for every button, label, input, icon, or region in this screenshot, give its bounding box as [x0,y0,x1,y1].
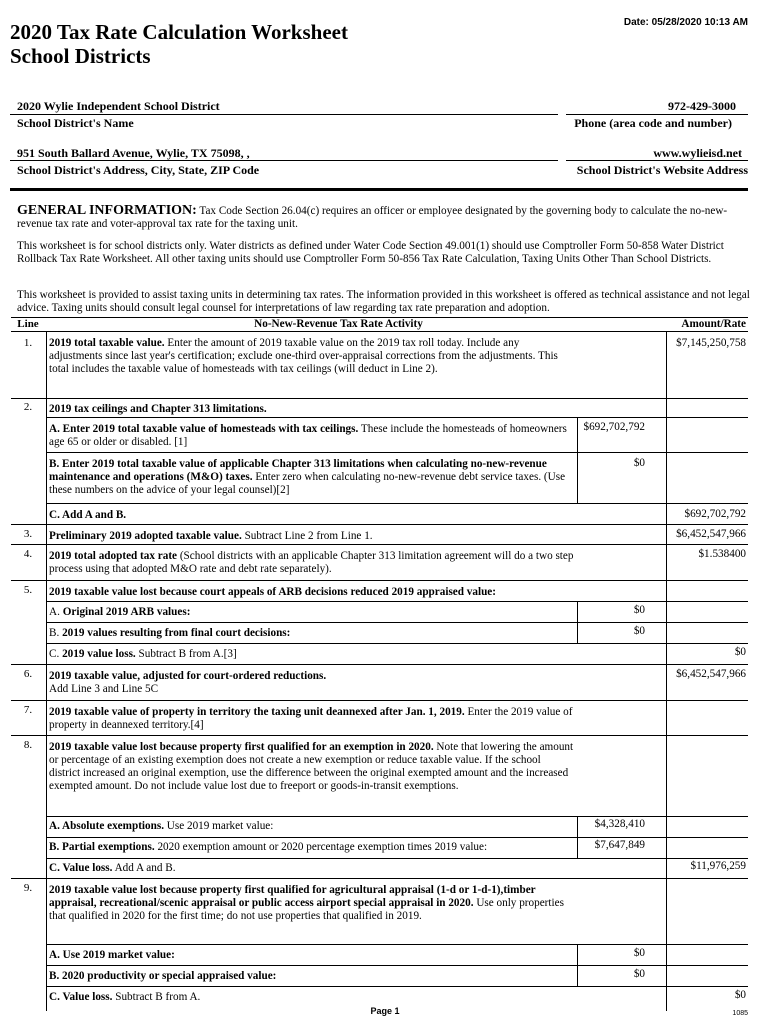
col-line-header: Line [17,318,39,330]
line-description: (School districts with an applicable Chapter 313 limitation agreement will do a two step process using that adopted M&O rate and debt rate separately). [49,550,574,575]
divider [10,160,558,161]
line-label: B. Enter 2019 total taxable value of applicable Chapter 313 limitations when calculating no-new-revenue maintenance and operations (M&O) taxes. [49,458,547,483]
line-2a-text [49,423,574,449]
line-3-amount: $6,452,547,966 [676,528,746,540]
page-title [10,20,348,68]
line-9-text [49,884,574,923]
line-number: 1. [23,337,33,349]
line-1-amount: $7,145,250,758 [676,337,746,349]
divider [11,580,748,581]
line-5-text [49,586,609,599]
divider [47,503,748,504]
line-label: B. Partial exemptions. [49,841,155,853]
line-9c-text [49,991,574,1004]
line-6-amount: $6,452,547,966 [676,668,746,680]
line-8-text [49,741,574,793]
line-number: 4. [23,548,33,560]
line-description: Use only properties that qualified in 2020 for the first time; do not use properties that qualified in 2019. [49,897,564,922]
line-label: 2019 taxable value of property in territory the taxing unit deannexed after Jan. 1, 2019. [49,706,465,718]
col-amount-header: Amount/Rate [681,318,746,330]
line-8c-text [49,862,574,875]
divider [11,331,748,332]
divider [11,878,748,879]
line-description: Subtract Line 2 from Line 1. [241,530,373,542]
line-6-text [49,670,574,696]
line-8a-text [49,820,574,833]
divider [47,452,748,453]
line-9b-amount: $0 [633,968,645,980]
line-number: 7. [23,704,33,716]
line-label: 2019 total adopted tax rate [49,550,178,562]
line-9c-amount: $0 [734,989,746,1001]
general-info-label: GENERAL INFORMATION: [17,203,197,218]
district-phone: 972-429-3000 [668,99,736,113]
general-info-paragraph-2: This worksheet is for school districts only. Water districts as defined under Water Code Section 49.001(1) should use Comptroller Form 50-858 Water District Rollback Tax Rate Worksheet. All other taxing units should use Comptroller Form 50-856 Tax Rate Calculation, Taxing Units Other Than School Districts. [17,240,724,265]
line-description: Enter zero when calculating no-new-revenue debt service taxes. (Use these numbers on the advice of your legal counsel)[2] [49,471,566,496]
district-address: 951 South Ballard Avenue, Wylie, TX 75098, , [17,146,250,160]
divider [577,944,578,986]
line-description: These include the homesteads of homeowners age 65 or older or disabled. [1] [49,423,567,448]
line-label: 2019 total taxable value. [49,337,165,349]
line-9a-amount: $0 [633,947,645,959]
title-line-2: School Districts [10,44,151,68]
line-description: Enter the 2019 value of property in deannexed territory.[4] [49,706,573,731]
line-label: 2019 taxable value lost because court appeals of ARB decisions reduced 2019 appraised value: [49,586,496,598]
line-5c-amount: $0 [734,646,746,658]
line-description: 2020 exemption amount or 2020 percentage exemption times 2019 value: [154,841,488,853]
divider [47,858,748,859]
divider [47,417,748,418]
line-9a-text [49,949,574,962]
divider [46,331,47,1011]
line-4-text [49,550,574,576]
divider [47,622,748,623]
district-phone-label: Phone (area code and number) [574,116,732,130]
line-label: 2019 taxable value, adjusted for court-ordered reductions. [49,670,327,682]
divider [47,986,748,987]
line-2c-amount: $692,702,792 [684,508,746,520]
district-website-label: School District's Website Address [576,163,748,177]
table-header [11,317,748,331]
line-number: 5. [23,584,33,596]
divider [47,837,748,838]
divider [10,114,558,115]
line-label: A. Absolute exemptions. [49,820,164,832]
line-label: A. Use 2019 market value: [49,949,175,961]
divider [666,331,667,1011]
district-name: 2020 Wylie Independent School District [17,99,220,113]
line-2c-text [49,509,574,522]
divider [47,601,748,602]
line-number: 9. [23,882,33,894]
divider [11,664,748,665]
title-line-1: 2020 Tax Rate Calculation Worksheet [10,20,348,44]
line-description: Add Line 3 and Line 5C [49,683,159,695]
divider [577,417,578,504]
line-label: A. Enter 2019 total taxable value of homesteads with tax ceilings. [49,423,359,435]
divider [11,735,748,736]
line-1-text [49,337,574,376]
line-description: Enter the amount of 2019 taxable value on the 2019 tax roll today. Include any adjustments since last year's certification; exclude one-third over-appraisal corrections from the adjustments. This total includes the taxable value of homesteads with tax ceilings (will deduct in Line 2). [49,337,558,375]
divider [566,160,748,161]
line-label: C. Value loss. [49,862,113,874]
district-website[interactable]: www.wylieisd.net [653,146,742,160]
divider [577,816,578,858]
divider [11,524,748,525]
line-8b-text [49,841,574,854]
line-label: C. Add A and B. [49,509,127,521]
section-divider [10,188,748,191]
line-2b-amount: $0 [633,457,645,469]
line-label: B. 2020 productivity or special appraised value: [49,970,277,982]
worksheet-table [11,317,748,1011]
divider [47,643,748,644]
divider [47,944,748,945]
divider [11,398,748,399]
line-7-text [49,706,574,732]
line-description: Subtract B from A. [112,991,201,1003]
line-label: Original 2019 ARB values: [62,606,191,618]
line-description: Use 2019 market value: [164,820,274,832]
line-description: Add A and B. [112,862,176,874]
line-label: C. Value loss. [49,991,113,1003]
line-number: 2. [23,401,33,413]
line-2b-text [49,458,574,497]
line-8a-amount: $4,328,410 [594,818,645,830]
line-5a-amount: $0 [633,604,645,616]
divider [566,114,748,115]
line-label: Preliminary 2019 adopted taxable value. [49,530,242,542]
line-8b-amount: $7,647,849 [594,839,645,851]
divider [47,816,748,817]
district-address-label: School District's Address, City, State, ZIP Code [17,163,260,177]
line-5c-text: C. 2019 value loss. Subtract B from A.[3] [49,648,237,660]
col-activity-header: No-New-Revenue Tax Rate Activity [254,318,423,330]
general-info-paragraph-3: This worksheet is provided to assist taxing units in determining tax rates. The information provided in this worksheet is offered as technical assistance and not legal advice. Taxing units should consult legal counsel for interpretations of law regarding tax rate preparation and adoption. [17,289,750,314]
line-9b-text [49,970,574,983]
divider [11,544,748,545]
line-label: 2019 value loss. [62,648,136,660]
line-number: 3. [23,528,33,540]
form-code: 1085 [732,1010,748,1017]
line-label: 2019 tax ceilings and Chapter 313 limitations. [49,403,267,415]
line-8c-amount: $11,976,259 [690,860,746,872]
divider [11,317,748,318]
line-4-amount: $1.538400 [698,548,746,560]
line-label: 2019 values resulting from final court decisions: [62,627,291,639]
page-number: Page 1 [370,1006,400,1016]
line-3-text [49,530,574,543]
divider [577,601,578,643]
district-name-label: School District's Name [17,116,134,130]
line-5b-text: B. 2019 values resulting from final court decisions: [49,627,291,639]
line-5b-amount: $0 [633,625,645,637]
divider [11,700,748,701]
line-5a-text: A. Original 2019 ARB values: [49,606,191,618]
date-stamp: Date: 05/28/2020 10:13 AM [623,17,748,28]
general-info-paragraph [17,204,750,231]
line-label: 2019 taxable value lost because property first qualified for agricultural appraisal (1-d or 1-d-1),timber appraisal, recreational/scenic appraisal or public access airport special appraisal in 2020. [49,884,536,909]
line-description: Subtract B from A.[3] [135,648,237,660]
general-info-text: Tax Code Section 26.04(c) requires an officer or employee designated by the governing body to calculate the no-new-revenue tax rate and voter-approval tax rate for the taxing unit. [17,205,728,230]
line-label: 2019 taxable value lost because property first qualified for an exemption in 2020. [49,741,434,753]
line-description: Note that lowering the amount or percentage of an existing exemption does not create a new exemption or reduce taxable value. If the school district increased an original exemption, use the difference between the original exempted amount and the increased exempted amount. Do not include value lost due to freeport or goods-in-transit exemptions. [49,741,574,792]
line-number: 6. [23,668,33,680]
line-number: 8. [23,739,33,751]
divider [47,965,748,966]
line-2a-amount: $692,702,792 [583,421,645,433]
line-2-text [49,403,574,416]
